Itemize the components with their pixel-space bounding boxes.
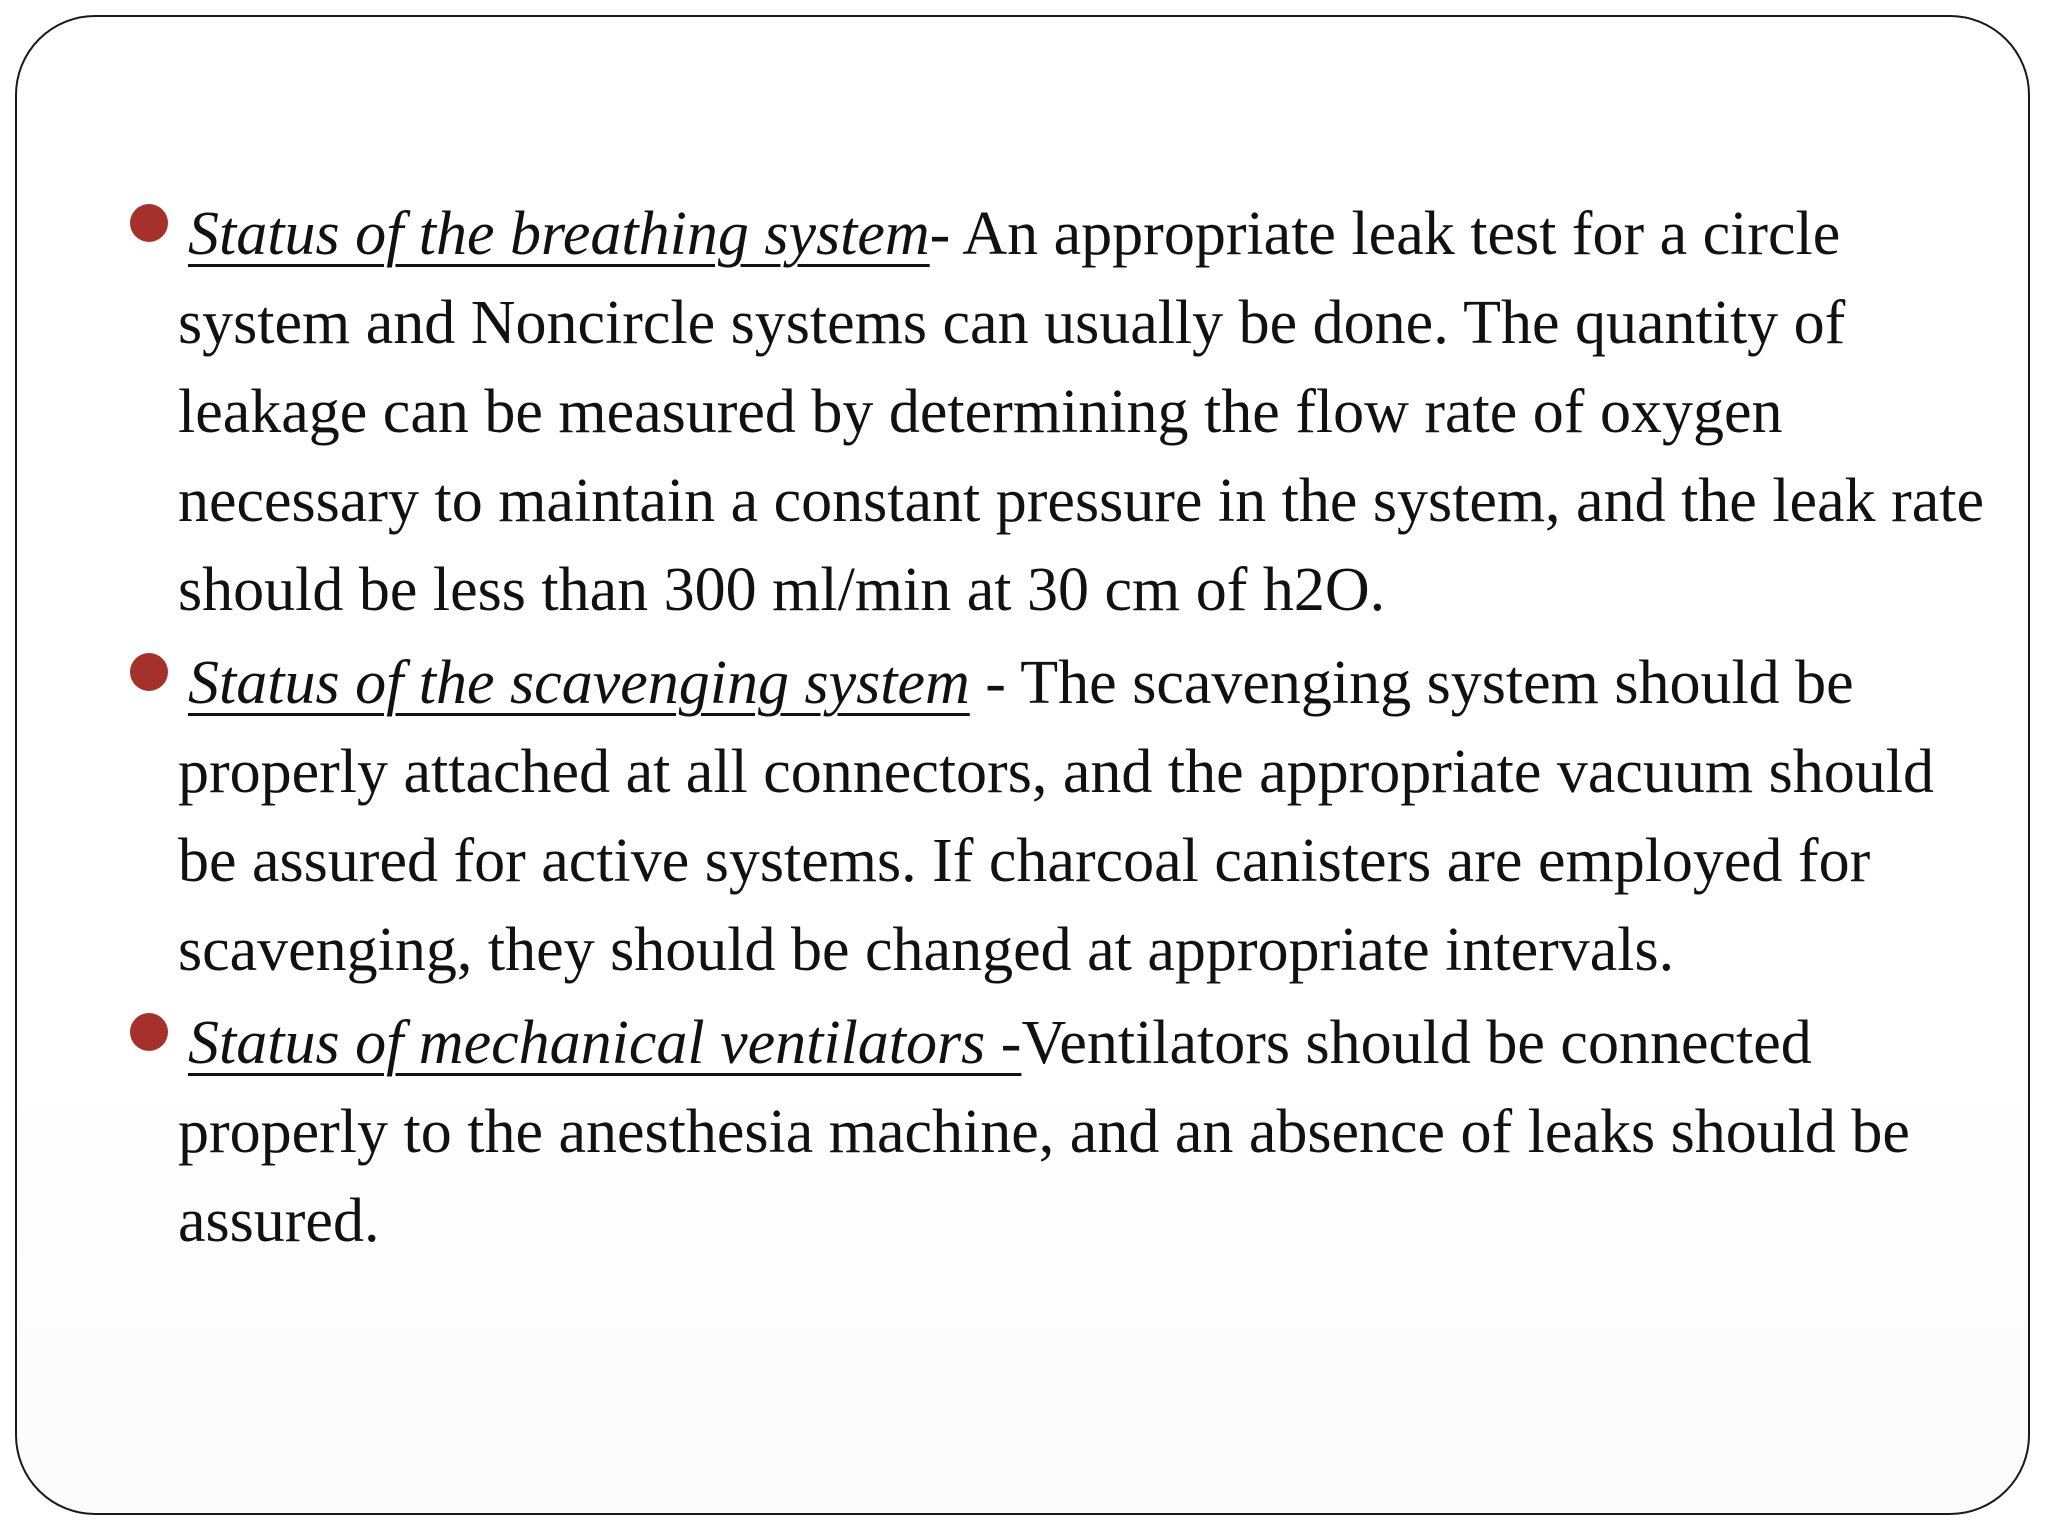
bullet-heading: Status of the breathing system [188, 200, 930, 268]
bullet-heading: Status of mechanical ventilators - [188, 1009, 1022, 1077]
bullet-dot-icon [130, 1013, 168, 1051]
bullet-body: Ventilators should be connected properly to the anesthesia machine, and an absence of leaks should be assured. [178, 1009, 1910, 1255]
bullet-text-block [178, 639, 1990, 995]
bullet-item-breathing-system [130, 190, 1990, 635]
bullet-list [130, 190, 1990, 1266]
bullet-item-mechanical-ventilators [130, 999, 1990, 1266]
bullet-heading: Status of the scavenging system [188, 649, 970, 717]
bullet-separator: - [969, 649, 1021, 717]
bullet-body: The scavenging system should be properly attached at all connectors, and the appropriate vacuum should be assured for active systems. If charcoal canisters are employed for scavenging, they should be changed at appropriate intervals. [178, 649, 1935, 984]
bullet-dot-icon [130, 653, 168, 691]
bullet-item-scavenging-system [130, 639, 1990, 995]
bullet-text-block [178, 190, 1990, 635]
bullet-text-block [178, 999, 1990, 1266]
bullet-dot-icon [130, 204, 168, 242]
bullet-separator: - [929, 200, 963, 268]
bullet-body: An appropriate leak test for a circle system and Noncircle systems can usually be done. The quantity of leakage can be measured by determining the flow rate of oxygen necessary to maintain a constant pressure in the system, and the leak rate should be less than 300 ml/min at 30 cm of h2O. [178, 200, 1984, 624]
